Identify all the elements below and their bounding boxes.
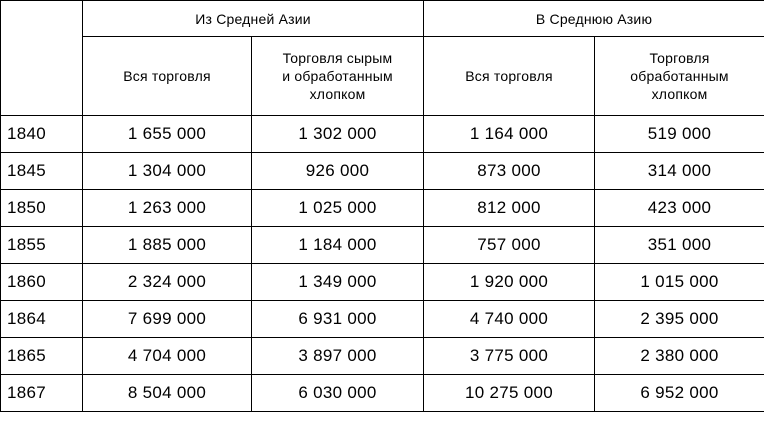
table-header bbox=[1, 1, 764, 116]
year-cell: 1864 bbox=[1, 301, 83, 338]
year-column-header bbox=[1, 1, 83, 116]
table-row bbox=[1, 116, 764, 153]
value-cell: 1 184 000 bbox=[252, 227, 424, 264]
value-cell: 1 263 000 bbox=[83, 190, 252, 227]
value-cell: 1 164 000 bbox=[424, 116, 595, 153]
value-cell: 519 000 bbox=[595, 116, 764, 153]
value-cell: 3 775 000 bbox=[424, 338, 595, 375]
value-cell: 4 740 000 bbox=[424, 301, 595, 338]
subheader-line: Вся торговля bbox=[465, 68, 553, 84]
subheader-from-all bbox=[83, 37, 252, 116]
value-cell: 1 304 000 bbox=[83, 153, 252, 190]
value-cell: 1 885 000 bbox=[83, 227, 252, 264]
subheader-from-cotton bbox=[252, 37, 424, 116]
group-header-to: В Среднюю Азию bbox=[424, 1, 764, 37]
value-cell: 1 015 000 bbox=[595, 264, 764, 301]
header-group-row bbox=[1, 1, 764, 37]
table-row bbox=[1, 227, 764, 264]
value-cell: 423 000 bbox=[595, 190, 764, 227]
table-row bbox=[1, 153, 764, 190]
value-cell: 3 897 000 bbox=[252, 338, 424, 375]
value-cell: 4 704 000 bbox=[83, 338, 252, 375]
value-cell: 7 699 000 bbox=[83, 301, 252, 338]
value-cell: 351 000 bbox=[595, 227, 764, 264]
value-cell: 2 395 000 bbox=[595, 301, 764, 338]
subheader-line: хлопком bbox=[309, 86, 366, 102]
year-cell: 1845 bbox=[1, 153, 83, 190]
table-row bbox=[1, 190, 764, 227]
value-cell: 873 000 bbox=[424, 153, 595, 190]
value-cell: 10 275 000 bbox=[424, 375, 595, 412]
value-cell: 757 000 bbox=[424, 227, 595, 264]
subheader-to-cotton bbox=[595, 37, 764, 116]
value-cell: 2 324 000 bbox=[83, 264, 252, 301]
subheader-line: и обработанным bbox=[282, 68, 393, 84]
table-row bbox=[1, 338, 764, 375]
value-cell: 1 655 000 bbox=[83, 116, 252, 153]
value-cell: 1 920 000 bbox=[424, 264, 595, 301]
subheader-line: хлопком bbox=[651, 86, 708, 102]
subheader-to-all bbox=[424, 37, 595, 116]
group-header-from: Из Средней Азии bbox=[83, 1, 424, 37]
value-cell: 6 030 000 bbox=[252, 375, 424, 412]
year-cell: 1860 bbox=[1, 264, 83, 301]
year-cell: 1867 bbox=[1, 375, 83, 412]
value-cell: 1 302 000 bbox=[252, 116, 424, 153]
year-cell: 1840 bbox=[1, 116, 83, 153]
year-cell: 1865 bbox=[1, 338, 83, 375]
subheader-line: Торговля сырым bbox=[282, 50, 393, 66]
table-body bbox=[1, 116, 764, 412]
table-row bbox=[1, 301, 764, 338]
value-cell: 1 025 000 bbox=[252, 190, 424, 227]
subheader-line: обработанным bbox=[630, 68, 729, 84]
header-sub-row bbox=[1, 37, 764, 116]
value-cell: 8 504 000 bbox=[83, 375, 252, 412]
subheader-line: Вся торговля bbox=[123, 68, 211, 84]
year-cell: 1855 bbox=[1, 227, 83, 264]
value-cell: 2 380 000 bbox=[595, 338, 764, 375]
value-cell: 6 931 000 bbox=[252, 301, 424, 338]
value-cell: 812 000 bbox=[424, 190, 595, 227]
table-row bbox=[1, 375, 764, 412]
value-cell: 1 349 000 bbox=[252, 264, 424, 301]
value-cell: 314 000 bbox=[595, 153, 764, 190]
table-row bbox=[1, 264, 764, 301]
value-cell: 6 952 000 bbox=[595, 375, 764, 412]
subheader-line: Торговля bbox=[649, 50, 710, 66]
year-cell: 1850 bbox=[1, 190, 83, 227]
value-cell: 926 000 bbox=[252, 153, 424, 190]
